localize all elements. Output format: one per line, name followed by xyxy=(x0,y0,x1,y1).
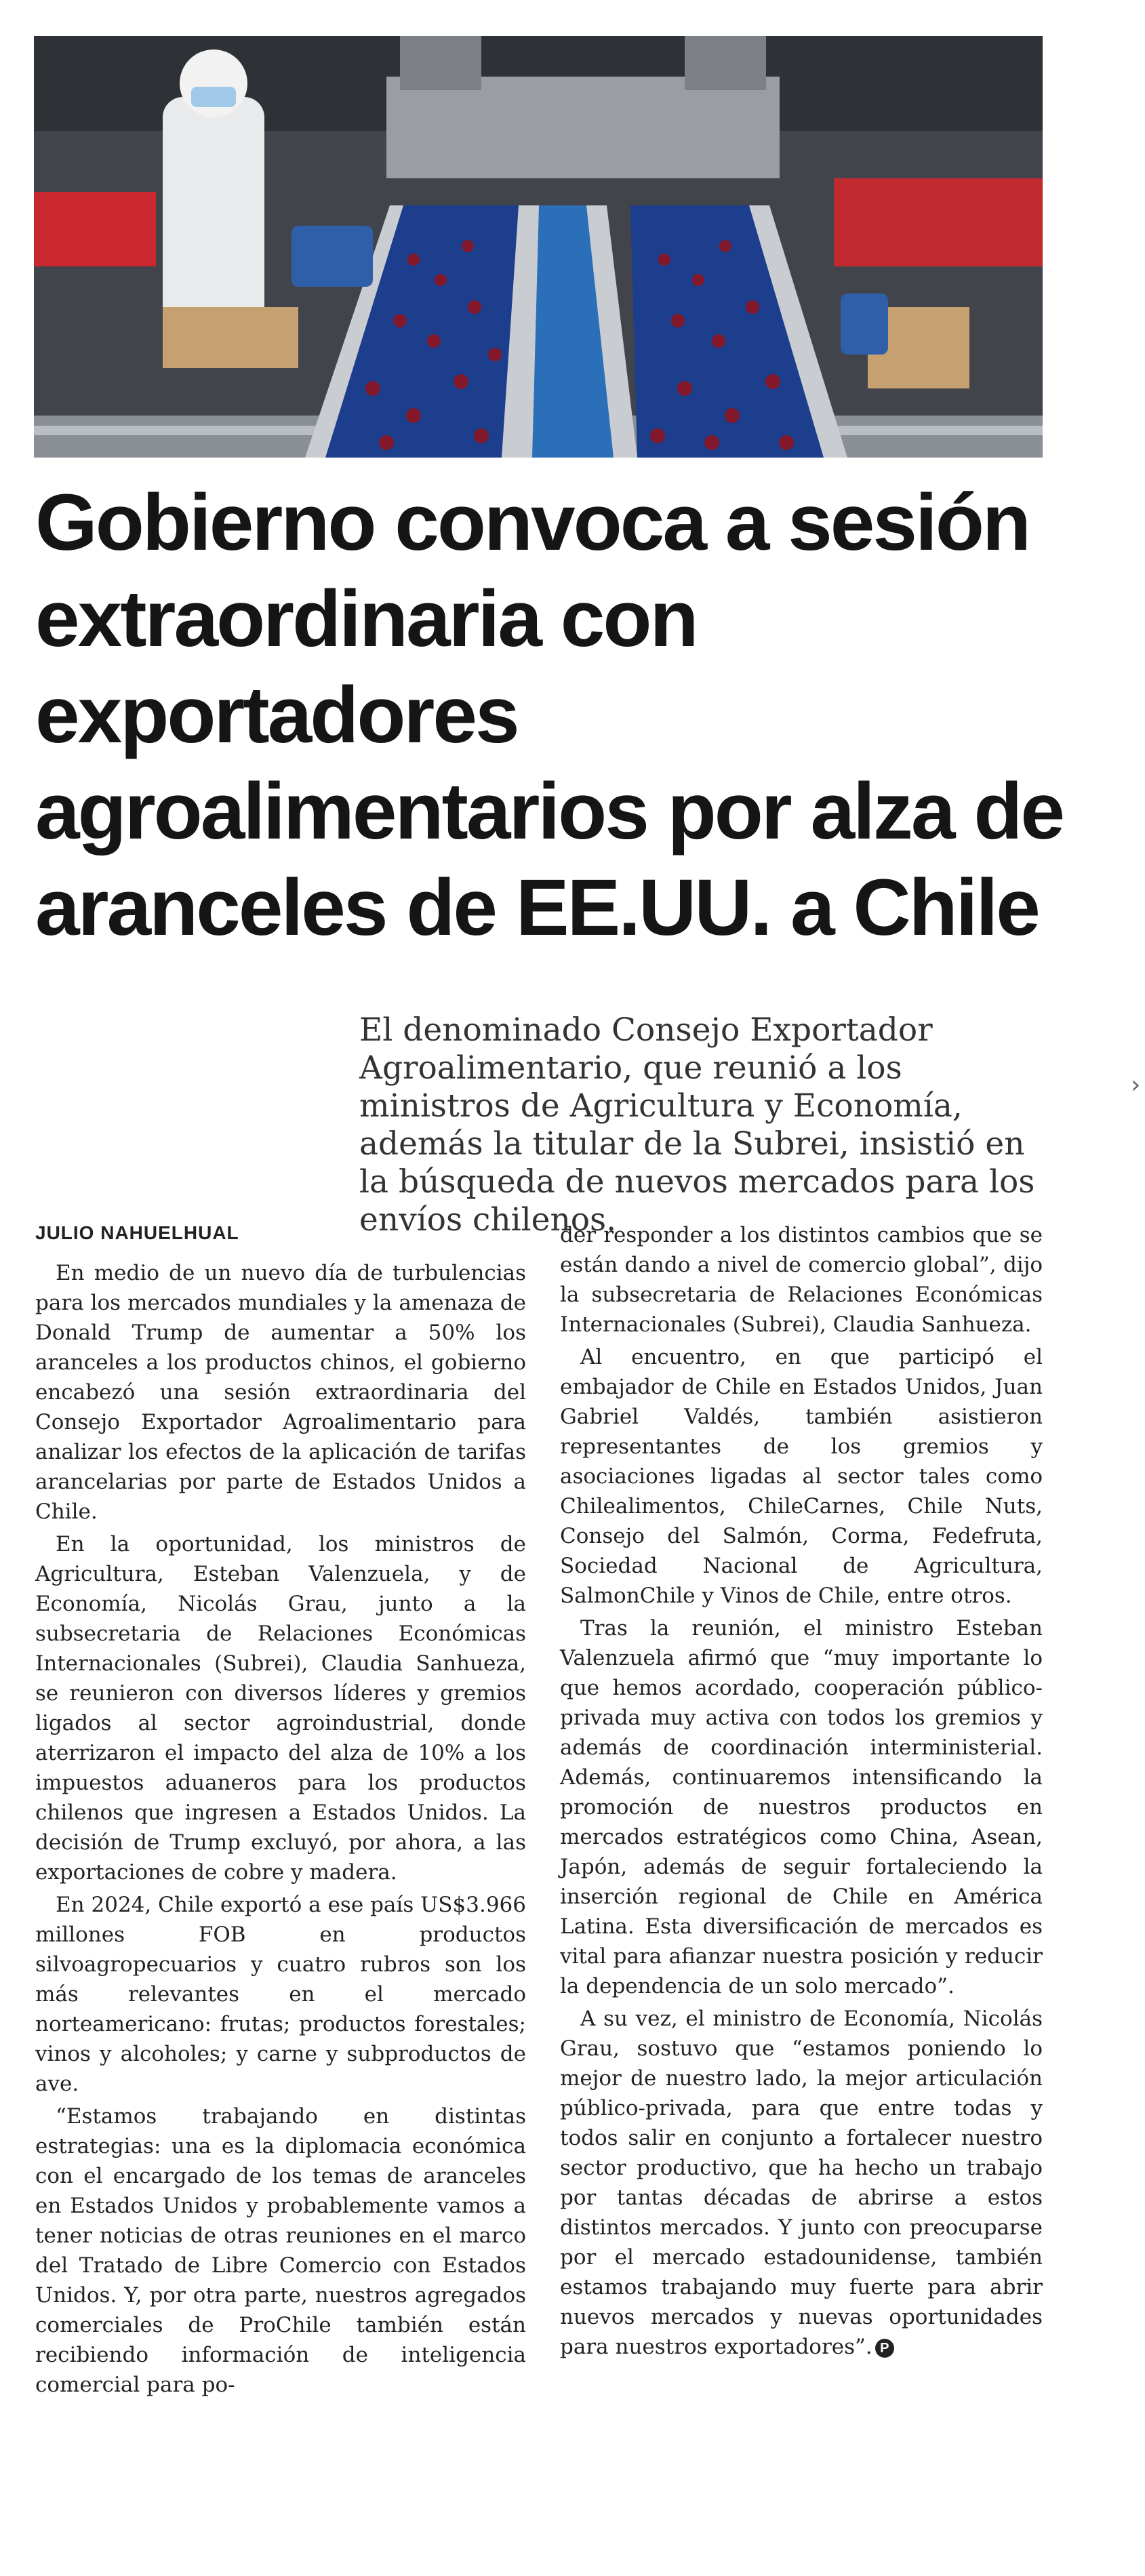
paragraph: En la oportunidad, los ministros de Agricultura, Esteban Valenzuela, y de Economía, Nicolás Grau, junto a la subsecretaria de Relaciones Económicas Internacionales (Subrei), Claudia Sanhueza, se reunieron con diversos líderes y gremios ligados al sector agroindustrial, donde aterrizaron el impacto del alza de 10% a los impuestos aduaneros para los productos chilenos que ingresen a Estados Unidos. La decisión de Trump excluyó, por ahora, a las exportaciones de cobre y madera. xyxy=(35,1532,526,1885)
article-column-left xyxy=(35,1258,526,2402)
next-page-arrow-icon[interactable]: › xyxy=(1131,1071,1141,1099)
article-headline: Gobierno convoca a sesión extraordinaria con exportadores agroalimentarios por alza de aranceles de EE.UU. a Chile xyxy=(35,478,1064,952)
paragraph-text: A su vez, el ministro de Economía, Nicolás Grau, sostuvo que “estamos poniendo lo mejor de nuestro lado, la mejor articulación público-privada, para que entre todas y todos salir en conjunto a fortalecer nuestro sector productivo, que ha hecho un trabajo por tantas décadas de abrirse a estos distintos mercados. Y junto con preocuparse por el mercado estadounidense, también estamos trabajando muy fuerte para abrir nuevos mercados y nuevas oportunidades para nuestros exportadores”. xyxy=(560,2007,1043,2359)
paragraph: “Estamos trabajando en distintas estrategias: una es la diplomacia económica con el encargado de los temas de aranceles en Estados Unidos y probablemente vamos a tener noticias de otras reuniones en el marco del Tratado de Libre Comercio con Estados Unidos. Y, por otra parte, nuestros agregados comerciales de ProChile también están recibiendo información de inteligencia comercial para po- xyxy=(35,2104,526,2397)
paragraph: En medio de un nuevo día de turbulencias para los mercados mundiales y la amenaza de Donald Trump de aumentar a 50% los aranceles a los productos chinos, el gobierno encabezó una sesión extraordinaria del Consejo Exportador Agroalimentario para analizar los efectos de la aplicación de tarifas arancelarias por parte de Estados Unidos a Chile. xyxy=(35,1261,526,1524)
paragraph xyxy=(560,2004,1043,2362)
paragraph: En 2024, Chile exportó a ese país US$3.966 millones FOB en productos silvoagropecuarios y cuatro rubros son los más relevantes en el mercado norteamericano: frutas; productos forestales; vinos y alcoholes; y carne y subproductos de ave. xyxy=(35,1893,526,2096)
paragraph: Al encuentro, en que participó el embajador de Chile en Estados Unidos, Juan Gabriel Valdés, también asistieron representantes de los gremios y asociaciones ligadas al sector tales como Chilealimentos, ChileCarnes, Chile Nuts, Consejo del Salmón, Corma, Fedefruta, Sociedad Nacional de Agricultura, SalmonChile y Vinos de Chile, entre otros. xyxy=(560,1345,1043,1608)
paragraph: Tras la reunión, el ministro Esteban Valenzuela afirmó que “muy importante lo que hemos acordado, cooperación público-privada muy activa con todos los gremios y además de coordinación interministerial. Además, continuaremos intensificando la promoción de nuestros productos en mercados estratégicos como China, Asean, Japón, además de seguir fortaleciendo la inserción regional de Chile en América Latina. Esta diversificación de mercados es vital para afianzar nuestra posición y reducir la dependencia de un solo mercado”. xyxy=(560,1616,1043,1998)
end-of-article-icon: P xyxy=(875,2339,894,2358)
article-photo xyxy=(34,36,1043,458)
article-lead: El denominado Consejo Exportador Agroalimentario, que reunió a los ministros de Agricultura y Economía, además la titular de la Subrei, insistió en la búsqueda de nuevos mercados para los envíos chilenos. xyxy=(359,1011,1035,1239)
article-byline: JULIO NAHUELHUAL xyxy=(35,1222,239,1243)
article-column-right xyxy=(560,1220,1043,2364)
paragraph-continuation: der responder a los distintos cambios que se están dando a nivel de comercio global”, dijo la subsecretaria de Relaciones Económicas Internacionales (Subrei), Claudia Sanhueza. xyxy=(560,1223,1043,1337)
cherry-packing-line-image xyxy=(34,36,1043,458)
